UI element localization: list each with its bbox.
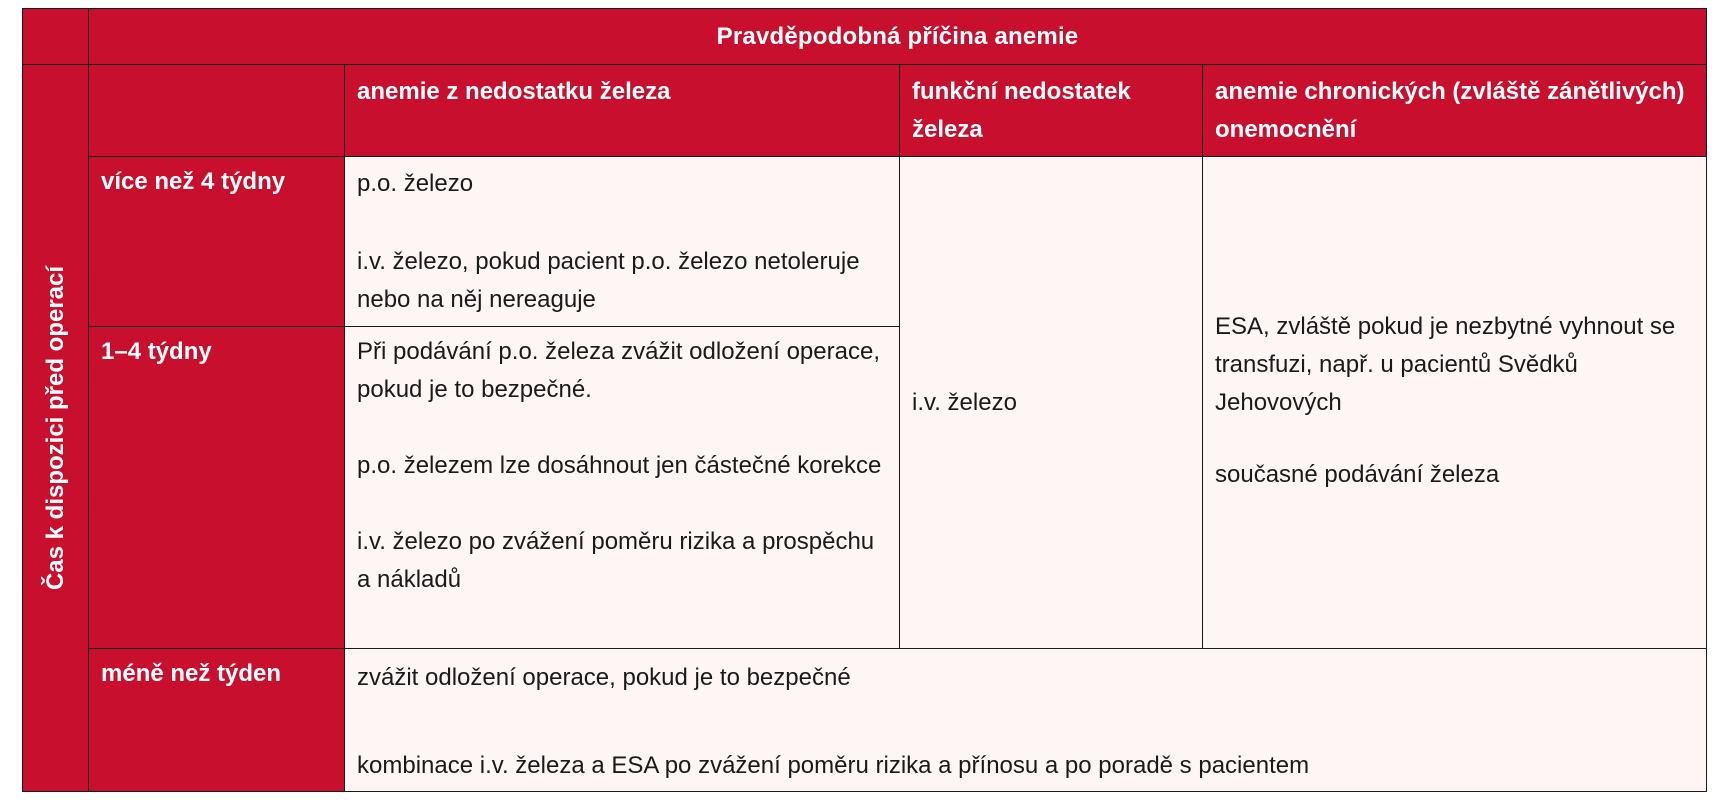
cell-text: kombinace i.v. železa a ESA po zvážení poměru rizika a přínosu a po poradě s pacientem: [357, 752, 1310, 779]
cell-all-causes-less-than-week: [345, 649, 1707, 792]
anemia-treatment-table-container: [22, 8, 1706, 788]
anemia-treatment-table: [22, 8, 1707, 792]
cell-text: Při podávání p.o. železa zvážit odložení operace, pokud je to bezpečné.: [357, 338, 880, 403]
row-header-more-than-4-weeks: více než 4 týdny: [89, 157, 345, 327]
cell-text: p.o. železo: [357, 170, 474, 197]
cell-text: současné podávání železa: [1215, 460, 1500, 488]
cell-text: i.v. železo, pokud pacient p.o. železo netoleruje nebo na něj nereaguje: [357, 248, 860, 313]
cell-iron-deficiency-more-than-4-weeks: [345, 157, 900, 327]
column-header-chronic-disease: anemie chronických (zvláště zánětlivých) onemocnění: [1203, 65, 1707, 157]
cell-text: zvážit odložení operace, pokud je to bezpečné: [357, 664, 851, 691]
cell-chronic-disease-merged: [1203, 157, 1707, 649]
side-header: Čas k dispozici před operací: [41, 265, 69, 591]
column-header-functional-deficiency: funkční nedostatek železa: [900, 65, 1203, 157]
cell-functional-deficiency-merged: i.v. železo: [900, 157, 1203, 649]
main-header: Pravděpodobná příčina anemie: [89, 9, 1707, 65]
cell-text: p.o. železem lze dosáhnout jen částečné korekce: [357, 452, 882, 479]
column-header-iron-deficiency: anemie z nedostatku železa: [345, 65, 900, 157]
cell-text: i.v. železo po zvážení poměru rizika a prospěchu a nákladů: [357, 528, 875, 593]
cell-text: ESA, zvláště pokud je nezbytné vyhnout se transfuzi, např. u pacientů Svědků Jehovových: [1215, 312, 1676, 416]
side-header-cell: [23, 65, 89, 792]
corner-cell: [23, 9, 89, 65]
cell-iron-deficiency-1-4-weeks: [345, 327, 900, 649]
row-header-1-4-weeks: 1–4 týdny: [89, 327, 345, 649]
empty-header-cell: [89, 65, 345, 157]
row-header-less-than-week: méně než týden: [89, 649, 345, 792]
